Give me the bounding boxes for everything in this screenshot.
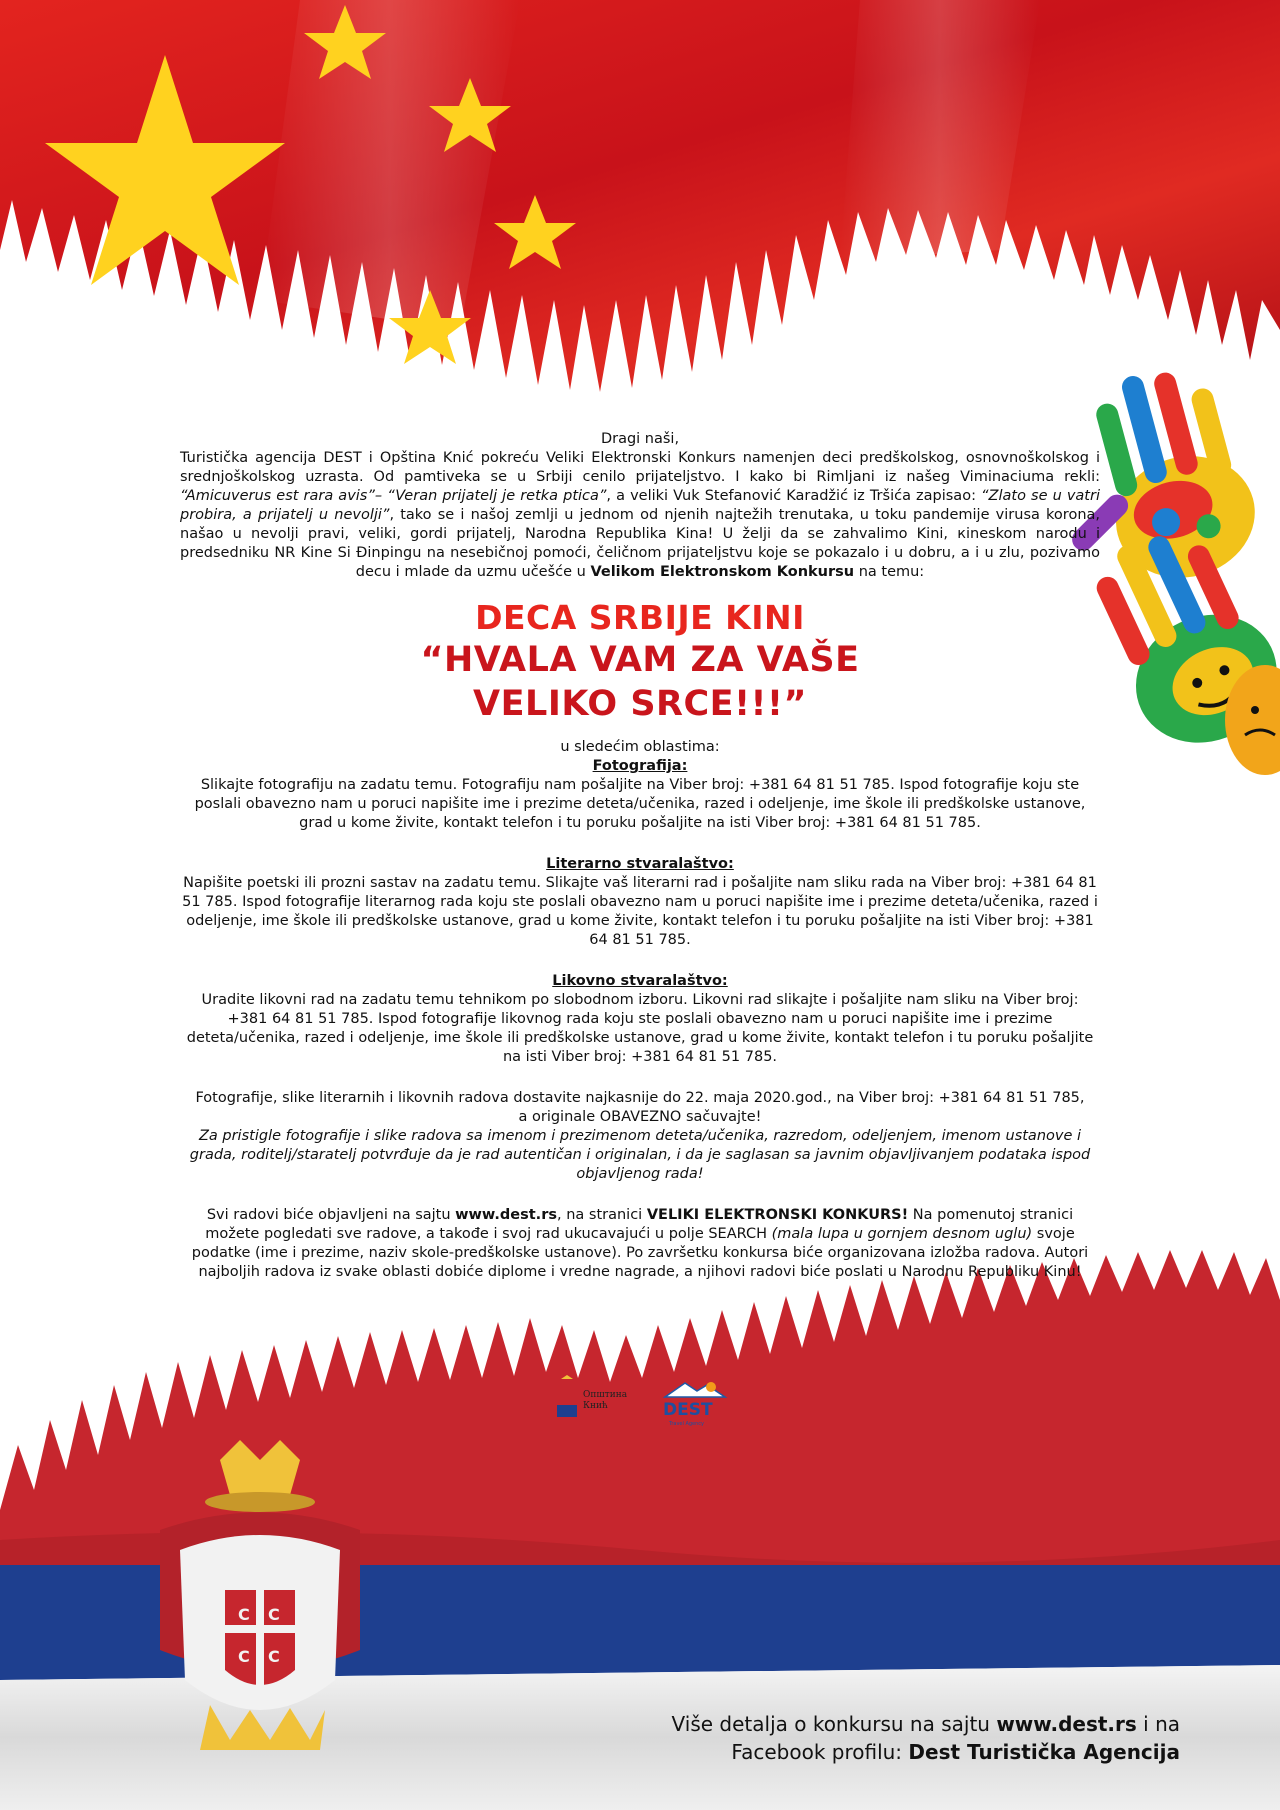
sponsor-logos [555, 1375, 735, 1427]
svg-text:C: C [238, 1647, 250, 1666]
closing-site-link[interactable]: www.dest.rs [455, 1207, 557, 1223]
intro-text-4: na temu: [854, 564, 925, 580]
section-title: Literarno stvaralaštvo: [546, 856, 734, 872]
svg-text:C: C [268, 1647, 280, 1666]
opstina-knic-logo [557, 1375, 628, 1417]
dest-wordmark: DEST [663, 1400, 713, 1420]
deadline-line-1: Fotografije, slike literarnih i likovnih radova dostavite najkasnije do 22. maja 2020.god., na Viber broj: +381 64 81 51 785, [195, 1090, 1085, 1106]
footer-facebook-name[interactable]: Dest Turistička Agencija [908, 1740, 1180, 1764]
intro-text-1: Turistička agencija DEST i Opština Knić pokreću Veliki Elektronski Konkurs namenjen deci predškolskog, osnovnoškolskog i srednjoškolskog uzrasta. Od pamtiveka se u Srbiji cenilo prijateljstvo. I kako bi Rimljani iz našeg Viminaciuma rekli: [180, 450, 1100, 485]
intro-quote-2: “Zlato se u vatri probira, a prijatelj u nevolji” [180, 488, 1100, 523]
section-literary [180, 855, 1100, 950]
closing-paragraph [180, 1206, 1100, 1282]
section-art [180, 972, 1100, 1067]
svg-text:C: C [238, 1605, 250, 1624]
intro-text-3: , tako se i našoj zemlji u jednom od njenih najtežih trenutaka, u toku pandemije virusa korona, našao u nevolji pravi, veliki, gordi prijatelj, Narodna Republika Kina! U želji da se zahvalimo Kini, кineskom narodu i predsedniku NR Kine Si Đinpingu na nesebičnoj pomoći, čeličnom prijateljstvu koje se pokazalo i u dobru, a i u zlu, pozivamo decu i mlade da uzmu učešće u [180, 507, 1101, 580]
svg-text:C: C [268, 1605, 280, 1624]
headline-line-1: DECA SRBIJE KINI [475, 598, 805, 637]
closing-text-2: , na stranici [556, 1207, 647, 1223]
section-title: Fotografija: [592, 758, 688, 774]
intro-bold: Velikom Elektronskom Konkursu [590, 564, 855, 580]
greeting: Dragi naši, [600, 431, 680, 447]
closing-text-4: svoje podatke (ime i prezime, naziv skole-predškolske ustanove). Po završetku konkursa biće organizovana izložba radova. Autori najboljih radova iz svake oblasti dobiće diplome i vredne nagrade, a njihovi radovi biće poslati u Narodnu Republiku Kinu! [191, 1226, 1089, 1280]
closing-italic: (mala lupa u gornjem desnom uglu) [771, 1226, 1033, 1242]
footer-note [660, 1710, 1180, 1766]
footer-text-2: i na [1136, 1712, 1180, 1736]
dest-logo [663, 1382, 725, 1427]
section-body: Slikajte fotografiju na zadatu temu. Fotografiju nam pošaljite na Viber broj: +381 64 81 51 785. Ispod fotografije koju ste poslali obavezno nam u poruci napišite ime i prezime deteta/učenika, razed i odeljenje, ime škole ili predškolske ustanove, grad u kome živite, kontakt telefon i tu poruku pošaljite na isti Viber broj: +381 64 81 51 785. [194, 777, 1086, 831]
footer-site-link[interactable]: www.dest.rs [996, 1712, 1137, 1736]
letter-content [180, 430, 1100, 1282]
closing-text-3: Na pomenutoj stranici možete pogledati sve radove, a takođe i svoj rad ukucavajući u polje SEARCH [205, 1207, 1074, 1242]
areas-intro: u sledećim oblastima: [560, 739, 720, 755]
section-title: Likovno stvaralaštvo: [552, 973, 728, 989]
china-flag [0, 0, 1280, 392]
opstina-line-2: Кнић [583, 1401, 608, 1411]
opstina-line-1: Општина [583, 1390, 628, 1400]
dest-subtitle: Travel Agency [669, 1421, 704, 1427]
footer-line-1 [660, 1710, 1180, 1738]
consent-note: Za pristigle fotografije i slike radova sa imenom i prezimenom deteta/učenika, razredom, odeljenjem, imenom ustanove i grada, roditelj/staratelj potvrđuje da je rad autentičan i originalan, i da je saglasan sa javnim objavljivanjem podataka ispod objavljenog rada! [189, 1128, 1091, 1182]
section-body: Uradite likovni rad na zadatu temu tehnikom po slobodnom izboru. Likovni rad slikajte i pošaljite nam sliku na Viber broj: +381 64 81 51 785. Ispod fotografije likovnog rada koju ste poslali obavezno nam u poruci napišite ime i prezime deteta/učenika, razed i odeljenje, ime škole ili predškolske ustanove, grad u kome živite, kontakt telefon i tu poruku pošaljite na isti Viber broj: +381 64 81 51 785. [186, 992, 1094, 1065]
section-photo [180, 757, 1100, 833]
headline [180, 598, 1100, 726]
section-body: Napišite poetski ili prozni sastav na zadatu temu. Slikajte vaš literarni rad i pošaljite nam sliku rada na Viber broj: +381 64 81 51 785. Ispod fotografije literarnog rada koju ste poslali obavezno nam u poruci napišite ime i prezime deteta/učenika, razed i odeljenje, ime škole ili predškolske ustanove, grad u kome živite, kontakt telefon i tu poruku pošaljite na isti Viber broj: +381 64 81 51 785. [182, 875, 1098, 948]
headline-line-2: “HVALA VAM ZA VAŠE [420, 640, 860, 680]
intro-text-2: , a veliki Vuk Stefanović Karadžić iz Tršića zapisao: [606, 488, 982, 504]
intro-paragraph [180, 449, 1100, 582]
footer-line-2 [660, 1738, 1180, 1766]
deadline-line-2: a originale OBAVEZNO sačuvajte! [518, 1109, 762, 1125]
footer-text-3: Facebook profilu: [731, 1740, 909, 1764]
deadline-block [180, 1089, 1100, 1184]
closing-text-1: Svi radovi biće objavljeni na sajtu [206, 1207, 456, 1223]
closing-page-name: VELIKI ELEKTRONSKI KONKURS! [646, 1207, 909, 1223]
headline-line-3: VELIKO SRCE!!!” [473, 684, 807, 724]
intro-quote-1: “Amicuverus est rara avis”– “Veran prijatelj je retka ptica” [180, 488, 607, 504]
footer-text-1: Više detalja o konkursu na sajtu [671, 1712, 997, 1736]
